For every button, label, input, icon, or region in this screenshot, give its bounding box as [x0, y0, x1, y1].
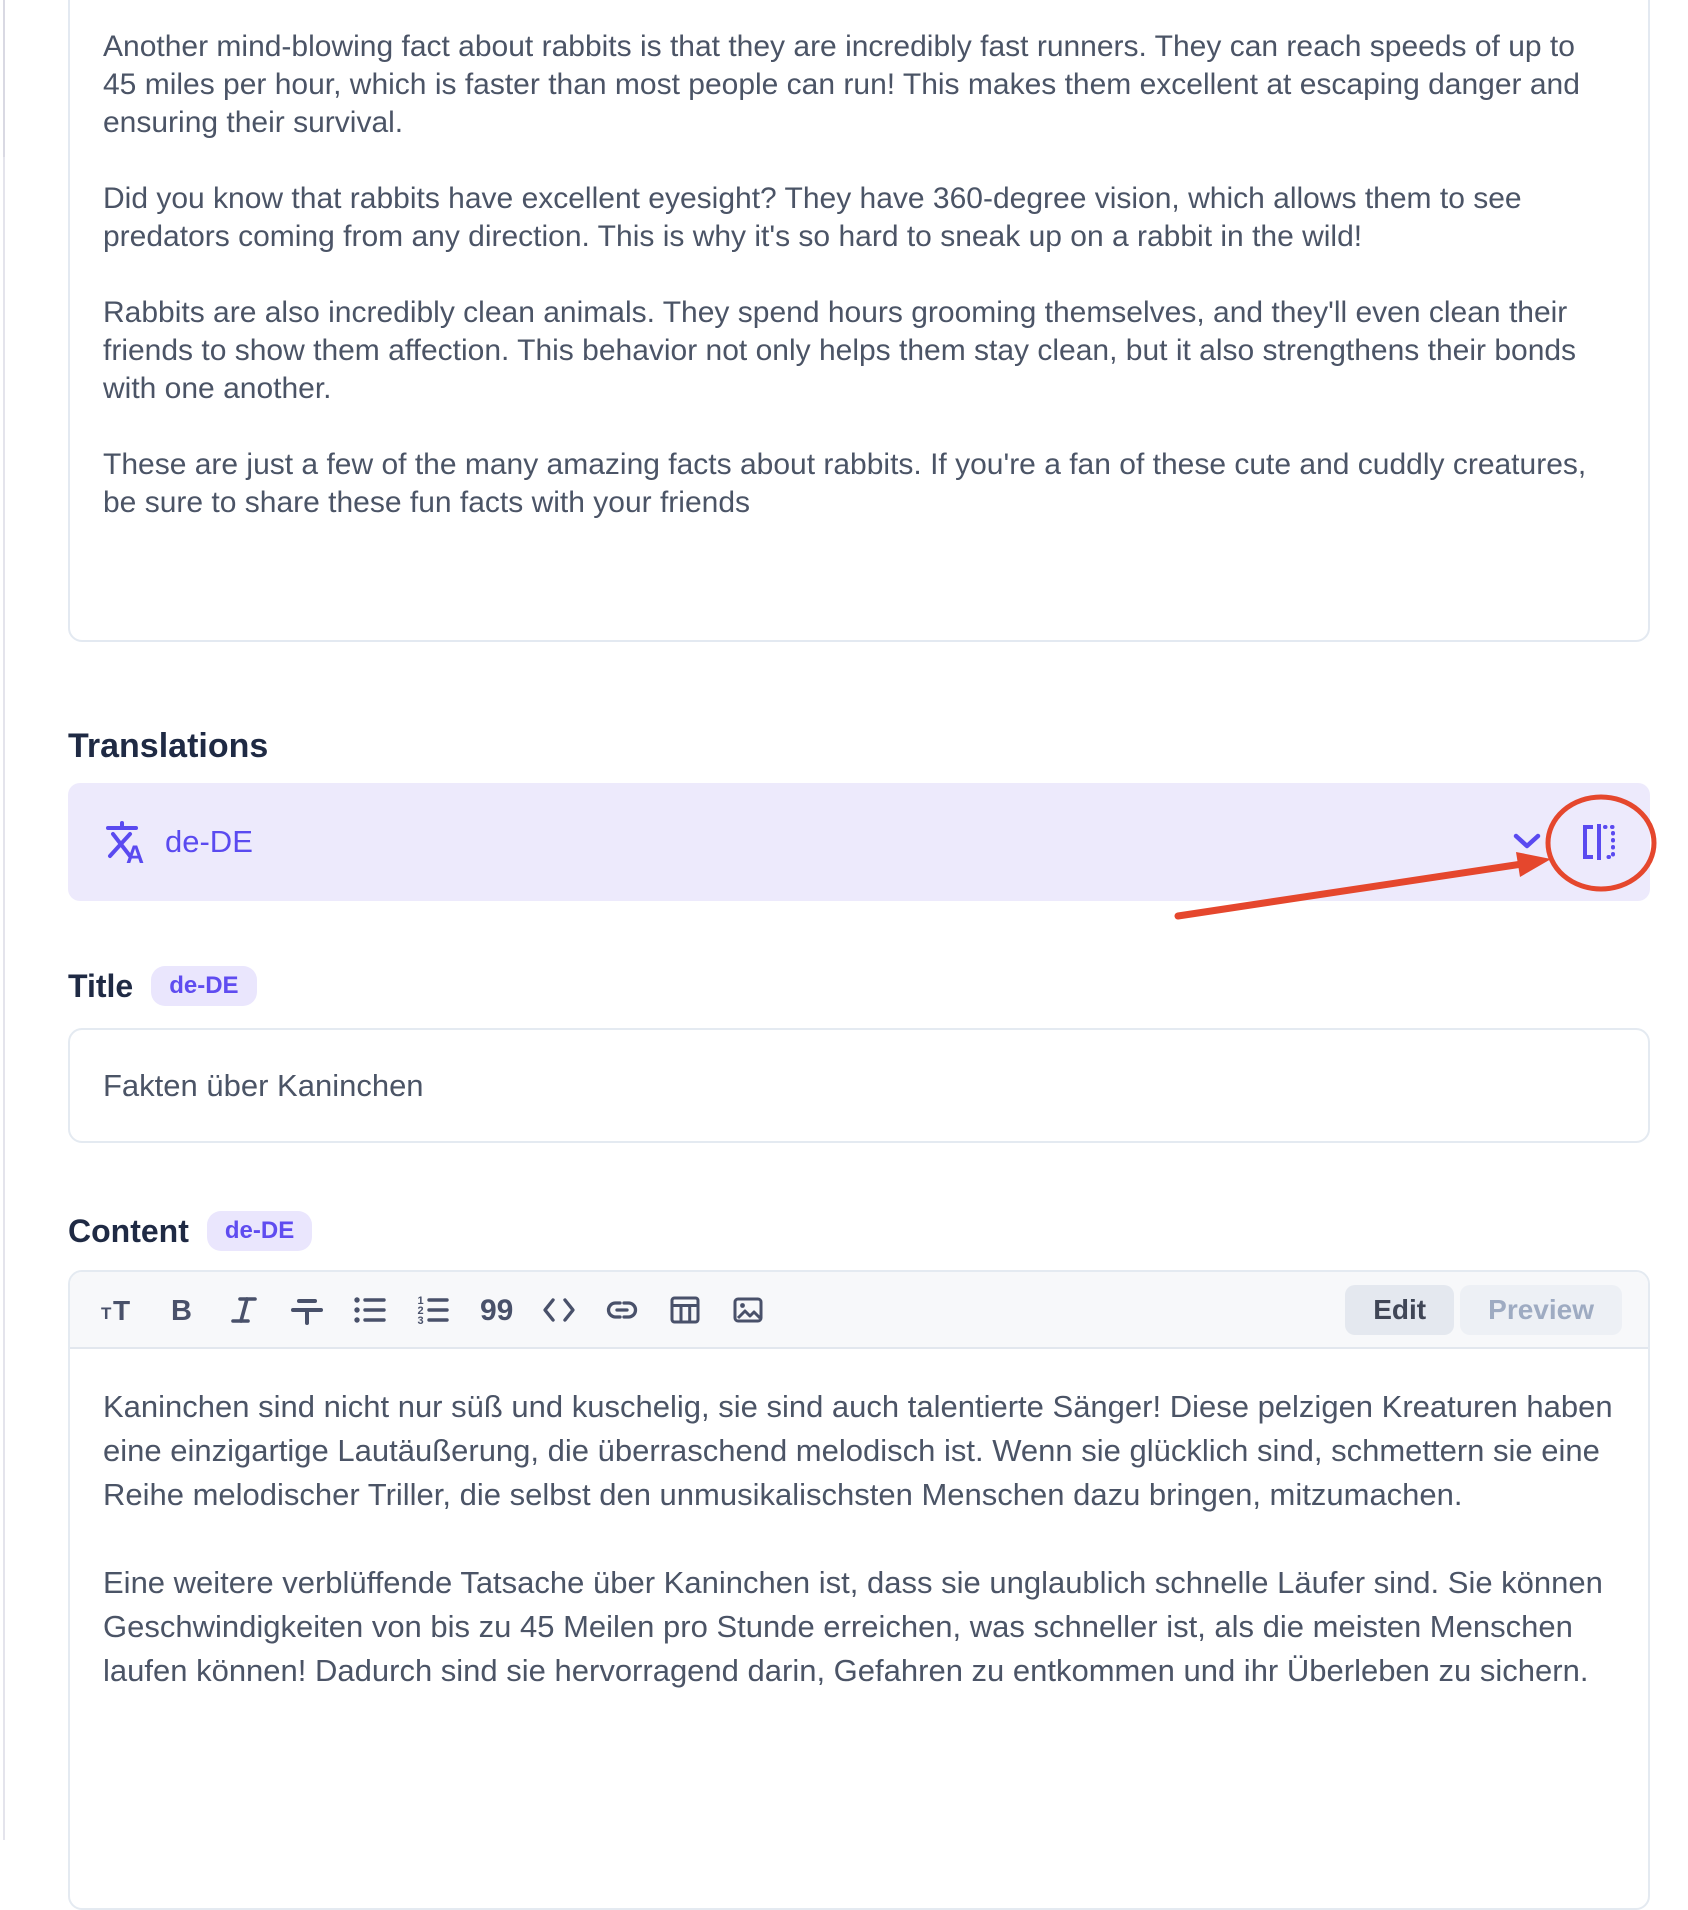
image-icon: [730, 1292, 766, 1328]
link-button[interactable]: [600, 1288, 644, 1332]
bold-button[interactable]: [159, 1288, 203, 1332]
source-paragraph: Rabbits are also incredibly clean animals. They spend hours grooming themselves, and they'll even clean their friends to show them affection. This behavior not only helps them stay clean, but it also strengthens their bonds with one another.: [103, 296, 1577, 405]
content-field-label: Content: [68, 1213, 189, 1249]
numbered-list-button[interactable]: [411, 1288, 455, 1332]
bold-icon: [163, 1292, 199, 1328]
svg-text:3: 3: [417, 1314, 424, 1327]
languages-icon: [101, 819, 147, 865]
italic-button[interactable]: [222, 1288, 266, 1332]
svg-text:2: 2: [417, 1304, 424, 1317]
text-size-button[interactable]: [96, 1288, 140, 1332]
table-button[interactable]: [663, 1288, 707, 1332]
scrollbar-thumb: [3, 0, 5, 157]
editor-mode-switch: [1345, 1285, 1622, 1335]
svg-text:T: T: [113, 1294, 131, 1326]
panel-edge-divider: [3, 0, 5, 1840]
svg-text:A: A: [126, 841, 145, 865]
strikethrough-icon: [289, 1292, 325, 1328]
source-paragraph: Did you know that rabbits have excellent eyesight? They have 360-degree vision, which allows them to see predators coming from any direction. This is why it's so hard to sneak up on a rabbit in the wild!: [103, 182, 1522, 253]
title-field-label: Title: [68, 968, 134, 1004]
title-input[interactable]: [68, 1028, 1650, 1143]
italic-icon: [226, 1292, 262, 1328]
source-paragraph: Another mind-blowing fact about rabbits is that they are incredibly fast runners. They can reach speeds of up to 45 miles per hour, which is faster than most people can run! This makes them excellent at escaping danger and ensuring their survival.: [103, 30, 1580, 139]
edit-mode-button[interactable]: Edit: [1345, 1285, 1454, 1335]
source-paragraph: These are just a few of the many amazing facts about rabbits. If you're a fan of these cute and cuddly creatures, be sure to share these fun facts with your friends: [103, 448, 1587, 519]
source-content-box: [68, 0, 1650, 642]
numbered-list-icon: [415, 1292, 451, 1328]
blockquote-button[interactable]: [474, 1288, 518, 1332]
translations-heading: Translations: [68, 727, 269, 765]
strikethrough-button[interactable]: [285, 1288, 329, 1332]
bulleted-list-button[interactable]: [348, 1288, 392, 1332]
editor-paragraph: Kaninchen sind nicht nur süß und kuschelig, sie sind auch talentierte Sänger! Diese pelzigen Kreaturen haben eine einzigartige Lautäußerung, die überraschend melodisch ist. Wenn sie glücklich sind, schmettern sie eine Reihe melodischer Triller, die selbst den unmusikalischsten Menschen dazu bringen, mitzumachen.: [103, 1389, 1613, 1512]
svg-text:1: 1: [417, 1294, 424, 1307]
side-by-side-compare-icon: [1576, 819, 1622, 865]
editor-paragraph: Eine weitere verblüffende Tatsache über Kaninchen ist, dass sie unglaublich schnelle Läufer sind. Sie können Geschwindigkeiten von bis zu 45 Meilen pro Stunde erreichen, was schneller ist, als die meisten Menschen laufen können! Dadurch sind sie hervorragend darin, Gefahren zu entkommen und ihr Überleben zu sichern.: [103, 1565, 1603, 1688]
svg-text:T: T: [101, 1303, 112, 1323]
title-locale-badge: de-DE: [151, 966, 256, 1006]
text-size-icon: [100, 1292, 136, 1328]
chevron-down-icon[interactable]: [1512, 833, 1542, 851]
preview-mode-button[interactable]: Preview: [1460, 1285, 1622, 1335]
svg-text:B: B: [171, 1294, 192, 1327]
blockquote-icon: [478, 1292, 514, 1328]
side-by-side-compare-button[interactable]: [1576, 819, 1622, 865]
code-block-button[interactable]: [537, 1288, 581, 1332]
editor-toolbar: [70, 1272, 1648, 1349]
editor-content-area[interactable]: [70, 1349, 1648, 1773]
rich-text-editor: [68, 1270, 1650, 1910]
image-button[interactable]: [726, 1288, 770, 1332]
locale-label: de-DE: [165, 824, 253, 859]
bulleted-list-icon: [352, 1292, 388, 1328]
code-block-icon: [541, 1292, 577, 1328]
translation-locale-row[interactable]: [68, 783, 1650, 901]
table-icon: [667, 1292, 703, 1328]
svg-text:99: 99: [480, 1293, 514, 1327]
link-icon: [604, 1292, 640, 1328]
content-locale-badge: de-DE: [207, 1211, 312, 1251]
